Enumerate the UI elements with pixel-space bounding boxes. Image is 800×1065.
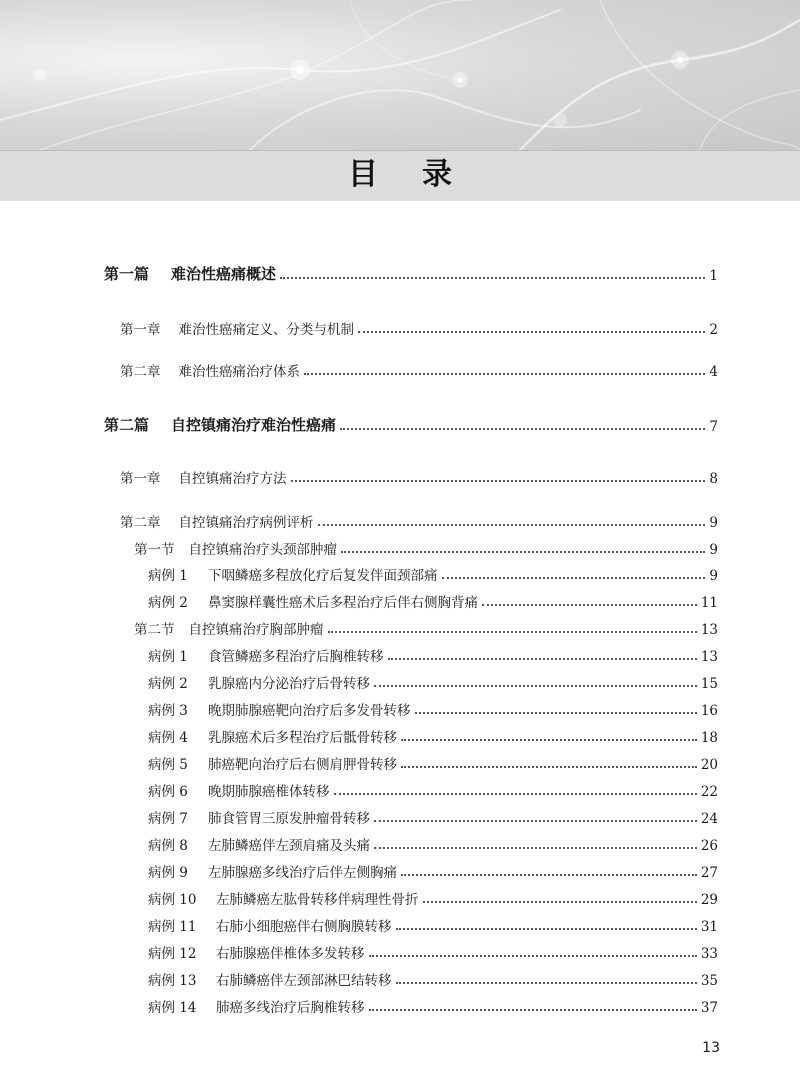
leader-dots xyxy=(423,900,697,903)
case-title: 右肺鳞癌伴左颈部淋巴结转移 xyxy=(216,973,392,989)
leader-dots xyxy=(358,330,705,333)
header-banner xyxy=(0,0,800,150)
leader-dots xyxy=(415,711,697,714)
case-title: 乳腺癌内分泌治疗后骨转移 xyxy=(208,676,370,692)
toc-label xyxy=(148,564,438,584)
case-title: 右肺小细胞癌伴右侧胸膜转移 xyxy=(216,919,392,935)
chapter-number: 第一章 xyxy=(120,322,161,338)
case-number: 病例 1 xyxy=(148,568,188,584)
toc-entry-case[interactable] xyxy=(148,832,718,854)
toc-label xyxy=(120,318,354,338)
toc-entry-chapter[interactable] xyxy=(120,316,718,338)
case-title: 肺癌多线治疗后胸椎转移 xyxy=(216,1000,365,1016)
toc-entry-case[interactable] xyxy=(148,859,718,881)
case-number: 病例 1 xyxy=(148,649,188,665)
case-number: 病例 14 xyxy=(148,1000,197,1016)
case-title: 肺食管胃三原发肿瘤骨转移 xyxy=(208,811,370,827)
toc-entry-case[interactable] xyxy=(148,778,718,800)
toc-entry-case[interactable] xyxy=(148,805,718,827)
case-number: 病例 2 xyxy=(148,676,188,692)
leader-dots xyxy=(291,479,706,482)
leader-dots xyxy=(401,738,697,741)
toc-entry-part-2[interactable] xyxy=(104,413,718,435)
chapter-title: 自控镇痛治疗方法 xyxy=(178,471,287,487)
page-title: 目录 xyxy=(348,157,496,192)
toc-entry-section[interactable] xyxy=(134,536,718,558)
case-number: 病例 11 xyxy=(148,919,197,935)
page-ref: 16 xyxy=(700,703,718,719)
case-title: 左肺鳞癌伴左颈肩痛及头痛 xyxy=(208,838,370,854)
toc-entry-case[interactable] xyxy=(148,724,718,746)
leader-dots xyxy=(369,954,697,957)
leader-dots xyxy=(396,927,697,930)
toc-entry-case[interactable] xyxy=(148,886,718,908)
section-number: 第二节 xyxy=(134,622,175,638)
toc-label xyxy=(104,414,336,435)
case-number: 病例 10 xyxy=(148,892,197,908)
toc-label xyxy=(148,807,370,827)
case-number: 病例 9 xyxy=(148,865,188,881)
toc-entry-case[interactable] xyxy=(148,670,718,692)
leader-dots xyxy=(328,630,697,633)
toc-entry-case[interactable] xyxy=(148,643,718,665)
toc-label xyxy=(104,263,276,284)
toc-label xyxy=(148,753,397,773)
toc-entry-case[interactable] xyxy=(148,751,718,773)
leader-dots xyxy=(442,576,706,579)
toc-entry-case[interactable] xyxy=(148,562,718,584)
toc-entry-case[interactable] xyxy=(148,940,718,962)
toc-entry-case[interactable] xyxy=(148,967,718,989)
case-title: 下咽鳞癌多程放化疗后复发伴面颈部痛 xyxy=(208,568,438,584)
chapter-title: 难治性癌痛定义、分类与机制 xyxy=(178,322,354,338)
case-title: 右肺腺癌伴椎体多发转移 xyxy=(216,946,365,962)
case-title: 左肺腺癌多线治疗后伴左侧胸痛 xyxy=(208,865,397,881)
case-title: 晚期肺腺癌靶向治疗后多发骨转移 xyxy=(208,703,411,719)
page-ref: 18 xyxy=(700,730,718,746)
leader-dots xyxy=(374,819,697,822)
toc-label xyxy=(148,726,397,746)
page-ref: 1 xyxy=(709,268,718,284)
page-ref: 37 xyxy=(700,1000,718,1016)
toc-entry-case[interactable] xyxy=(148,589,718,611)
page-number: 13 xyxy=(702,1040,720,1056)
page-ref: 13 xyxy=(700,622,718,638)
toc-label xyxy=(148,915,392,935)
page-ref: 9 xyxy=(709,515,718,531)
leader-dots xyxy=(304,372,705,375)
leader-dots xyxy=(318,523,706,526)
leader-dots xyxy=(396,981,697,984)
page-ref: 27 xyxy=(700,865,718,881)
toc-entry-case[interactable] xyxy=(148,913,718,935)
neuron-pattern-image xyxy=(0,0,800,150)
case-number: 病例 8 xyxy=(148,838,188,854)
case-title: 肺癌靶向治疗后右侧肩胛骨转移 xyxy=(208,757,397,773)
toc-label xyxy=(148,888,419,908)
chapter-number: 第二章 xyxy=(120,515,161,531)
toc-entry-part-1[interactable] xyxy=(104,262,718,284)
chapter-number: 第一章 xyxy=(120,471,161,487)
case-title: 左肺鳞癌左肱骨转移伴病理性骨折 xyxy=(216,892,419,908)
case-number: 病例 7 xyxy=(148,811,188,827)
section-title: 自控镇痛治疗胸部肿瘤 xyxy=(188,622,324,638)
part-title: 难治性癌痛概述 xyxy=(171,265,277,283)
page-ref: 9 xyxy=(709,568,718,584)
case-title: 晚期肺腺癌椎体转移 xyxy=(208,784,330,800)
case-number: 病例 13 xyxy=(148,973,197,989)
toc-label xyxy=(148,699,411,719)
case-number: 病例 6 xyxy=(148,784,188,800)
toc-label xyxy=(148,672,370,692)
page-ref: 8 xyxy=(709,471,718,487)
page-ref: 15 xyxy=(700,676,718,692)
toc-entry-chapter[interactable] xyxy=(120,358,718,380)
part-number: 第二篇 xyxy=(104,416,150,434)
case-title: 食管鳞癌多程治疗后胸椎转移 xyxy=(208,649,384,665)
page-ref: 31 xyxy=(700,919,718,935)
page-ref: 9 xyxy=(709,542,718,558)
section-title: 自控镇痛治疗头颈部肿瘤 xyxy=(188,542,337,558)
toc-entry-chapter[interactable] xyxy=(120,465,718,487)
chapter-title: 难治性癌痛治疗体系 xyxy=(178,364,300,380)
case-number: 病例 2 xyxy=(148,595,188,611)
toc-label xyxy=(148,780,330,800)
page-ref: 4 xyxy=(709,364,718,380)
case-title: 乳腺癌术后多程治疗后骶骨转移 xyxy=(208,730,397,746)
leader-dots xyxy=(280,276,705,279)
page-ref: 26 xyxy=(700,838,718,854)
toc-entry-case[interactable] xyxy=(148,697,718,719)
leader-dots xyxy=(401,873,697,876)
page-ref: 11 xyxy=(700,595,718,611)
chapter-number: 第二章 xyxy=(120,364,161,380)
case-title: 鼻窦腺样囊性癌术后多程治疗后伴右侧胸背痛 xyxy=(208,595,478,611)
page-ref: 7 xyxy=(709,419,718,435)
case-number: 病例 5 xyxy=(148,757,188,773)
section-number: 第一节 xyxy=(134,542,175,558)
leader-dots xyxy=(334,792,697,795)
toc-label xyxy=(134,538,337,558)
toc-label xyxy=(148,861,397,881)
part-title: 自控镇痛治疗难治性癌痛 xyxy=(171,416,337,434)
page-ref: 35 xyxy=(700,973,718,989)
leader-dots xyxy=(340,427,705,430)
leader-dots xyxy=(369,1008,697,1011)
leader-dots xyxy=(401,765,697,768)
page-ref: 22 xyxy=(700,784,718,800)
page-ref: 24 xyxy=(700,811,718,827)
toc-label xyxy=(120,360,300,380)
leader-dots xyxy=(341,550,705,553)
case-number: 病例 4 xyxy=(148,730,188,746)
leader-dots xyxy=(388,657,697,660)
toc-label xyxy=(134,618,324,638)
toc-label xyxy=(148,942,365,962)
page-ref: 29 xyxy=(700,892,718,908)
leader-dots xyxy=(374,846,697,849)
toc-label xyxy=(148,969,392,989)
part-number: 第一篇 xyxy=(104,265,150,283)
toc-label xyxy=(120,467,287,487)
toc-entry-section[interactable] xyxy=(134,616,718,638)
leader-dots xyxy=(482,603,697,606)
toc-label xyxy=(148,834,370,854)
toc-entry-case[interactable] xyxy=(148,994,718,1016)
page-ref: 2 xyxy=(709,322,718,338)
leader-dots xyxy=(374,684,697,687)
toc-label xyxy=(148,591,478,611)
case-number: 病例 12 xyxy=(148,946,197,962)
chapter-title: 自控镇痛治疗病例评析 xyxy=(178,515,314,531)
page-ref: 33 xyxy=(700,946,718,962)
toc-entry-chapter[interactable] xyxy=(120,509,718,531)
toc-label xyxy=(148,996,365,1016)
case-number: 病例 3 xyxy=(148,703,188,719)
toc-label xyxy=(120,511,314,531)
page-ref: 20 xyxy=(700,757,718,773)
page-ref: 13 xyxy=(700,649,718,665)
toc-label xyxy=(148,645,384,665)
